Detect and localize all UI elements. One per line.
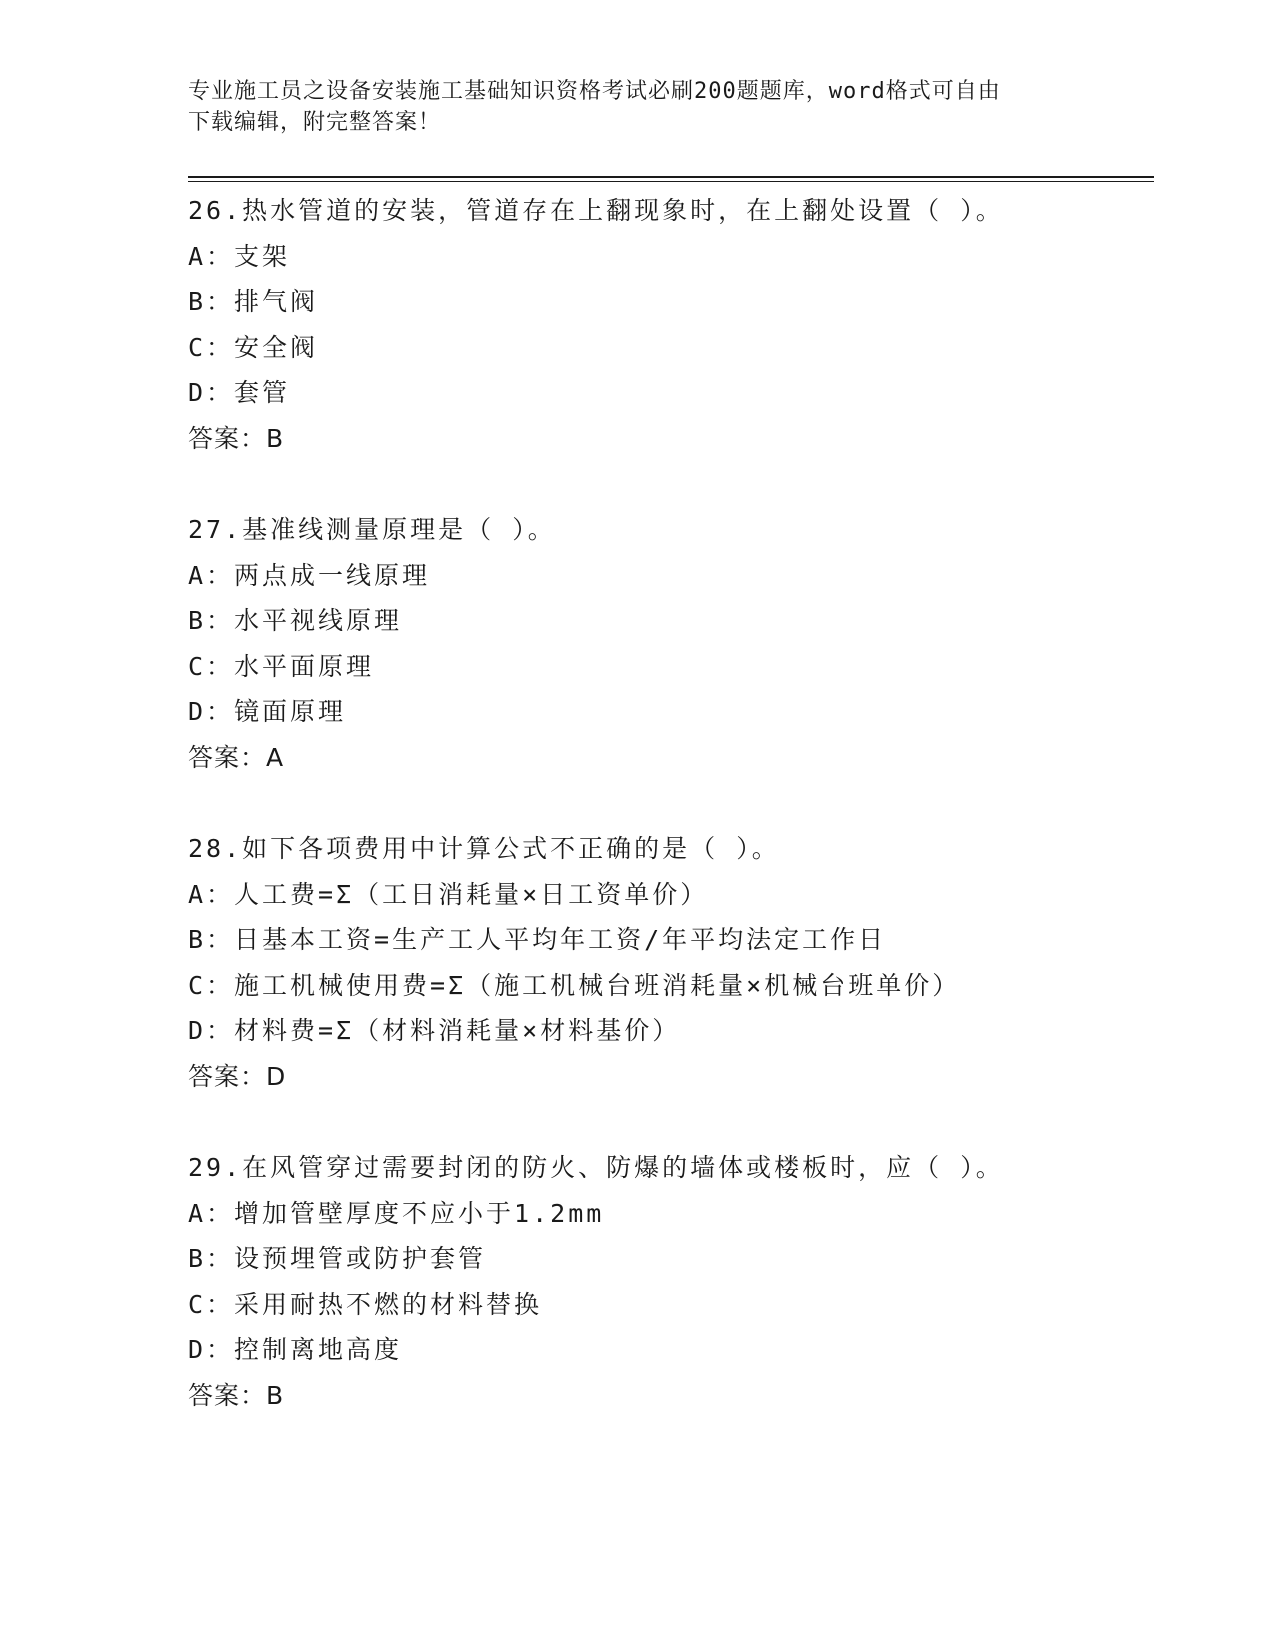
option-a: A：两点成一线原理 [188,560,431,590]
option-b: B：水平视线原理 [188,606,403,636]
question-26 [188,188,1188,462]
answer-label: 答案：B [188,423,285,453]
question-stem: 26.热水管道的安装，管道存在上翻现象时，在上翻处设置（ ）。 [188,196,1004,225]
question-28 [188,826,1188,1100]
header-line-1: 专业施工员之设备安装施工基础知识资格考试必刷200题题库，word格式可自由 [188,79,1001,104]
question-29 [188,1145,1188,1419]
option-c: C：水平面原理 [188,651,375,681]
header-divider-thick [188,176,1154,178]
option-a: A：增加管壁厚度不应小于1.2mm [188,1198,605,1228]
option-b: B：日基本工资=生产工人平均年工资/年平均法定工作日 [188,925,887,955]
header-line-2: 下载编辑，附完整答案！ [188,110,442,135]
header-divider-thin [188,181,1154,182]
document-header [188,76,1068,138]
option-b: B：排气阀 [188,287,319,317]
question-27 [188,507,1188,781]
option-d: D：材料费=Σ（材料消耗量×材料基价） [188,1016,681,1046]
question-stem: 29.在风管穿过需要封闭的防火、防爆的墙体或楼板时，应（ ）。 [188,1153,1004,1182]
option-a: A：支架 [188,241,291,271]
option-d: D：镜面原理 [188,697,347,727]
option-d: D：控制离地高度 [188,1335,403,1365]
answer-label: 答案：A [188,742,285,772]
answer-label: 答案：D [188,1061,287,1091]
answer-label: 答案：B [188,1380,285,1410]
option-c: C：安全阀 [188,332,319,362]
question-stem: 27.基准线测量原理是（ ）。 [188,515,556,544]
option-b: B：设预埋管或防护套管 [188,1244,487,1274]
question-stem: 28.如下各项费用中计算公式不正确的是（ ）。 [188,834,780,863]
option-c: C：采用耐热不燃的材料替换 [188,1289,543,1319]
option-a: A：人工费=Σ（工日消耗量×日工资单价） [188,879,709,909]
option-d: D：套管 [188,378,291,408]
option-c: C：施工机械使用费=Σ（施工机械台班消耗量×机械台班单价） [188,970,961,1000]
